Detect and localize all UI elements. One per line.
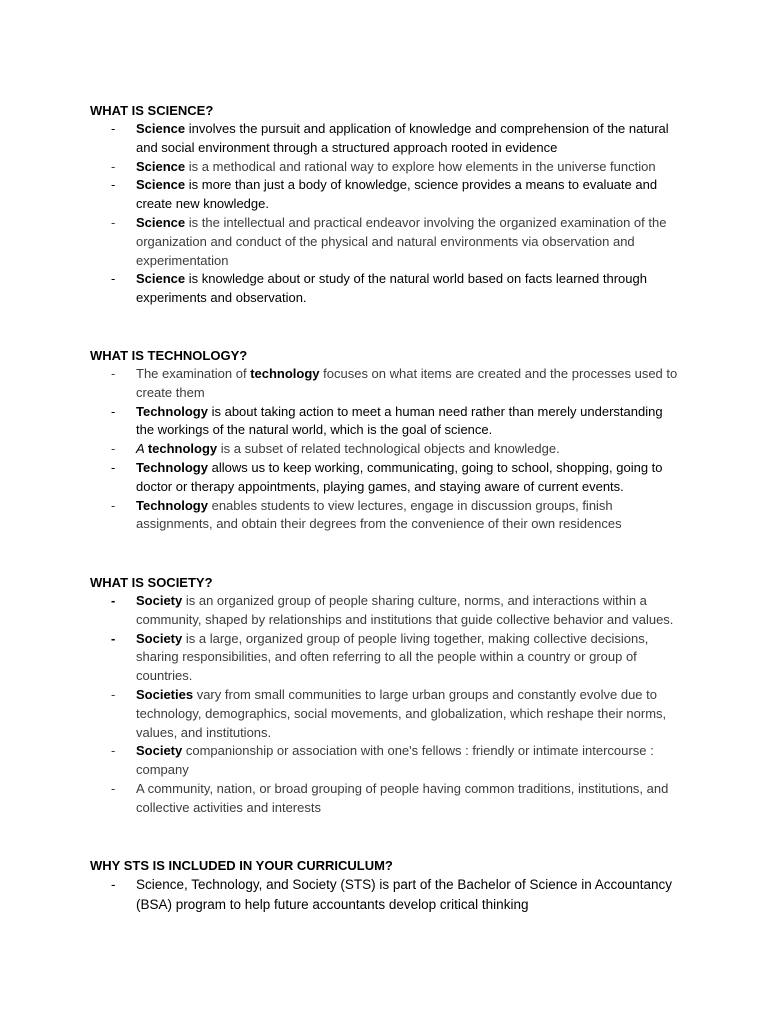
bold-term: Science [136,214,186,230]
list-item [90,459,681,497]
bold-term: Science [136,158,186,174]
list-item [90,270,681,308]
bullet-list [90,875,690,915]
item-text: is an organized group of people sharing culture, norms, and interactions within a community, shaped by relationships and institutions that guide collective behavior and values. [136,593,674,627]
list-item [90,365,681,403]
dash-bullet: - [111,686,116,702]
dash-bullet: - [111,497,116,513]
bold-term: Society [136,593,183,608]
item-text: companionship or association with one's fellows : friendly or intimate intercourse : company [136,743,654,778]
item-text: is more than just a body of knowledge, science provides a means to evaluate and create new knowledge. [136,177,658,212]
section-heading: WHY STS IS INCLUDED IN YOUR CURRICULUM? [90,858,393,873]
bold-term: Technology [136,403,208,419]
bold-term: Society [136,630,183,646]
list-item [90,176,681,214]
item-text: is a subset of related technological objects and knowledge. [217,441,560,457]
dash-bullet: - [111,743,116,759]
section-science [90,102,690,308]
item-text: A community, nation, or broad grouping of people having common traditions, institutions, and collective activities and interests [136,780,669,815]
list-item [90,592,681,630]
item-text: involves the pursuit and application of knowledge and comprehension of the natural and social environment through a structured approach rooted in evidence [136,121,669,155]
bullet-list [90,120,690,308]
item-text: is a large, organized group of people living together, making collective decisions, sharing responsibilities, and often referring to all the people within a country or group of countries. [136,630,649,684]
section-society [90,574,690,818]
dash-bullet: - [111,366,116,381]
section-heading: WHAT IS TECHNOLOGY? [90,348,248,363]
item-text: allows us to keep working, communicating, going to school, shopping, going to doctor or therapy appointments, playing games, and staying aware of current events. [136,459,663,494]
dash-bullet: - [111,877,116,892]
bold-term: Science [136,121,186,136]
dash-bullet: - [111,177,116,193]
list-item [90,120,681,158]
section-technology [90,347,690,534]
list-item [90,780,681,818]
dash-bullet: - [111,593,116,608]
item-text: focuses on what items are created and the processes used to create them [136,366,678,400]
item-text: is a methodical and rational way to explore how elements in the universe function [185,158,656,174]
list-item [90,742,681,780]
bold-term: Society [136,743,183,759]
list-item [90,875,681,915]
dash-bullet: - [111,459,116,475]
list-item [90,403,681,441]
list-item [90,497,681,535]
item-prefix: The examination of [136,366,251,381]
section-sts [90,857,690,915]
item-prefix: A [136,441,148,457]
dash-bullet: - [111,158,116,174]
dash-bullet: - [111,121,116,136]
dash-bullet: - [111,214,116,230]
list-item [90,686,681,742]
list-item [90,158,681,177]
bold-term: technology [147,441,218,457]
dash-bullet: - [111,630,116,646]
item-text: Science, Technology, and Society (STS) is part of the Bachelor of Science in Accountancy (BSA) program to help future accountants develop critical thinking [136,877,673,912]
item-text: is about taking action to meet a human need rather than merely understanding the workings of the natural world, which is the goal of science. [136,403,663,438]
dash-bullet: - [111,403,116,419]
bullet-list [90,592,690,818]
item-text: vary from small communities to large urban groups and constantly evolve due to technology, demographics, social movements, and globalization, which reshape their norms, values, and institutions. [136,686,667,740]
bold-term: Science [136,271,186,287]
list-item [90,214,681,270]
list-item [90,630,681,686]
item-text: is the intellectual and practical endeavor involving the organized examination of the organization and conduct of the physical and natural environments via observation and experimentation [136,214,667,268]
bold-term: technology [250,366,320,381]
dash-bullet: - [111,441,116,457]
item-text: is knowledge about or study of the natural world based on facts learned through experiments and observation. [136,271,647,306]
dash-bullet: - [111,780,116,796]
section-heading: WHAT IS SCIENCE? [90,103,214,118]
bold-term: Science [136,177,186,193]
bold-term: Societies [136,686,194,702]
bold-term: Technology [136,459,208,475]
dash-bullet: - [111,271,116,287]
bullet-list [90,365,690,534]
list-item [90,440,681,459]
item-text: enables students to view lectures, engage in discussion groups, finish assignments, and obtain their degrees from the convenience of their own residences [136,497,622,532]
bold-term: Technology [136,497,208,513]
section-heading: WHAT IS SOCIETY? [90,575,213,590]
